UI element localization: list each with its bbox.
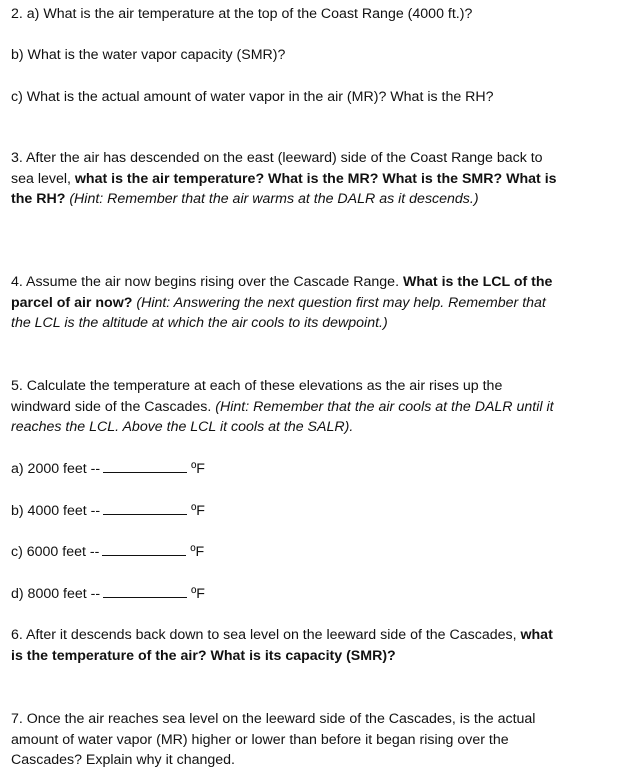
question-4-line-1 <box>11 272 623 293</box>
item-c-answer-blank[interactable] <box>102 543 186 556</box>
question-3-hint: (Hint: Remember that the air warms at the DALR as it descends.) <box>65 191 479 207</box>
question-2b <box>11 45 623 66</box>
question-5-item-a <box>11 459 623 480</box>
question-6-line-1 <box>11 625 623 646</box>
question-2a-text: 2. a) What is the air temperature at the top of the Coast Range (4000 ft.)? <box>11 6 473 22</box>
question-5-hint-end: reaches the LCL. Above the LCL it cools at the SALR). <box>11 419 354 435</box>
item-b-label: b) 4000 feet -- <box>11 503 101 519</box>
question-2c-text: c) What is the actual amount of water vapor in the air (MR)? What is the RH? <box>11 89 494 105</box>
item-d-label: d) 8000 feet -- <box>11 586 101 602</box>
question-3-line-1: 3. After the air has descended on the east (leeward) side of the Coast Range back to <box>11 150 543 166</box>
item-b-answer-blank[interactable] <box>103 502 187 515</box>
item-c-unit: ºF <box>190 544 205 560</box>
question-6-line-2 <box>11 646 623 667</box>
question-5-line-2 <box>11 397 623 418</box>
question-4 <box>11 272 623 334</box>
question-3-line-3 <box>11 189 623 210</box>
question-6-line-2-bold: is the temperature of the air? What is its capacity (SMR)? <box>11 647 396 664</box>
question-4-line-2-bold: parcel of air now? <box>11 294 133 311</box>
question-6 <box>11 625 623 666</box>
question-4-line-3 <box>11 313 623 334</box>
question-7 <box>11 709 623 771</box>
question-5-item-d <box>11 584 623 605</box>
item-b-unit: ºF <box>191 503 205 519</box>
question-5-line-1: 5. Calculate the temperature at each of these elevations as the air rises up the <box>11 378 503 394</box>
question-2c <box>11 87 623 108</box>
question-4-hint-end: the LCL is the altitude at which the air cools to its dewpoint.) <box>11 315 388 331</box>
question-5-line-3 <box>11 417 623 438</box>
question-7-line-2: amount of water vapor (MR) higher or lower than before it began rising over the <box>11 731 509 748</box>
question-7-line-1: 7. Once the air reaches sea level on the leeward side of the Cascades, is the actual <box>11 711 536 727</box>
question-4-line-1-plain: 4. Assume the air now begins rising over the Cascade Range. <box>11 274 403 290</box>
question-5-hint-start: (Hint: Remember that the air cools at the DALR until it <box>215 398 554 415</box>
question-4-line-1-bold: What is the LCL of the <box>402 274 553 290</box>
item-c-label: c) 6000 feet -- <box>11 544 100 560</box>
item-a-answer-blank[interactable] <box>103 460 187 473</box>
question-5-item-b <box>11 501 623 522</box>
question-4-hint-start: (Hint: Answering the next question first may help. Remember that <box>132 294 546 311</box>
item-d-answer-blank[interactable] <box>103 585 187 598</box>
question-2b-text: b) What is the water vapor capacity (SMR)? <box>11 47 286 63</box>
question-3-line-2-plain: sea level, <box>11 170 75 187</box>
question-3-line-2-bold: what is the air temperature? What is the MR? What is the SMR? What is <box>74 170 557 187</box>
question-5-item-c <box>11 542 623 563</box>
question-4-line-2 <box>11 293 623 314</box>
question-3-line-2 <box>11 169 623 190</box>
question-2a <box>11 4 623 25</box>
question-6-line-1-bold: what <box>520 627 553 643</box>
item-d-unit: ºF <box>191 586 205 602</box>
question-3-line-3-bold: the RH? <box>11 191 66 207</box>
question-7-line-3: Cascades? Explain why it changed. <box>11 752 235 768</box>
question-5 <box>11 376 623 438</box>
item-a-unit: ºF <box>191 461 205 477</box>
question-3 <box>11 148 623 210</box>
question-5-line-2-plain: windward side of the Cascades. <box>11 398 216 415</box>
item-a-label: a) 2000 feet -- <box>11 461 101 477</box>
question-6-line-1-plain: 6. After it descends back down to sea level on the leeward side of the Cascades, <box>11 627 521 643</box>
